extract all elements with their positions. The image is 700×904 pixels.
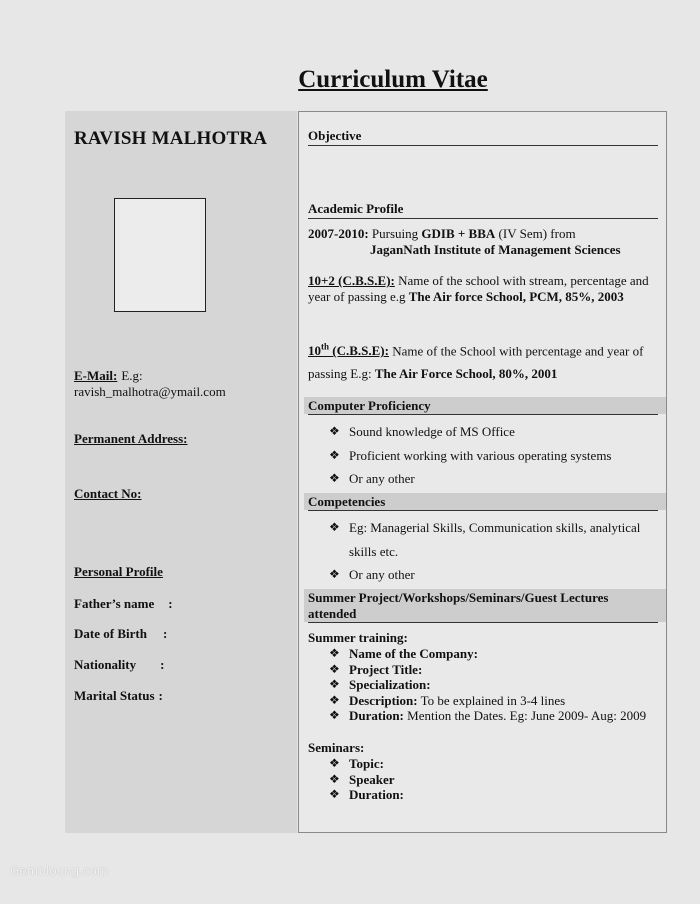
- marital-status-label: Marital Status :: [74, 688, 163, 703]
- diamond-bullet-icon: ❖: [329, 661, 340, 676]
- list-item: ❖ Eg: Managerial Skills, Communication skills, analytical skills etc.: [329, 516, 659, 563]
- list-item: ❖ Name of the Company:: [329, 646, 478, 661]
- list-item: ❖ Project Title:: [329, 661, 423, 677]
- list-item: ❖ Duration:: [329, 787, 404, 802]
- email-block: [74, 368, 226, 400]
- academic-entry-3: 10th (C.B.S.E): Name of the School with percentage and year of passing E.g: The Air Force School, 80%, 2001: [308, 342, 644, 382]
- list-item: ❖ Or any other: [329, 467, 659, 491]
- computer-list: [329, 420, 659, 491]
- diamond-bullet-icon: ❖: [329, 447, 340, 462]
- list-item: ❖ Sound knowledge of MS Office: [329, 420, 659, 444]
- dob-label: Date of Birth :: [74, 626, 168, 641]
- list-item: ❖ Topic:: [329, 756, 384, 771]
- summer-training-label: Summer training:: [308, 630, 408, 645]
- summer-rule: [308, 622, 658, 623]
- competencies-heading: Competencies: [308, 494, 386, 509]
- email-label: E-Mail:: [74, 368, 118, 383]
- watermark: Gembloong.com: [10, 864, 109, 878]
- list-item: ❖ Proficient working with various operating systems: [329, 444, 659, 468]
- computer-rule: [308, 414, 658, 415]
- seminars-list: [329, 756, 649, 803]
- academic-entry-1: 2007-2010: Pursuing GDIB + BBA (IV Sem) from JaganNath Institute of Management Sciences: [308, 226, 621, 257]
- fathers-name-label: Father’s name :: [74, 596, 173, 611]
- seminars-label: Seminars:: [308, 740, 365, 755]
- academic-entry-2: 10+2 (C.B.S.E): Name of the school with stream, percentage and year of passing e.g The Air force School, PCM, 85%, 2003: [308, 273, 649, 304]
- list-item: ❖ Description: To be explained in 3-4 lines: [329, 692, 566, 708]
- photo-placeholder: [114, 198, 206, 312]
- objective-rule: [308, 145, 658, 146]
- summer-training-list: [329, 646, 649, 724]
- candidate-name: RAVISH MALHOTRA: [74, 128, 268, 149]
- list-item: ❖ Duration: Mention the Dates. Eg: June 2009- Aug: 2009: [329, 708, 647, 723]
- competencies-list: [329, 516, 659, 587]
- page-title: Curriculum Vitae: [298, 66, 488, 93]
- diamond-bullet-icon: ❖: [329, 646, 340, 660]
- email-value: ravish_malhotra@ymail.com: [74, 384, 226, 399]
- summer-heading: Summer Project/Workshops/Seminars/Guest Lectures attended: [308, 590, 609, 621]
- personal-profile-label: Personal Profile: [74, 564, 163, 579]
- diamond-bullet-icon: ❖: [329, 756, 340, 770]
- objective-heading: Objective: [308, 128, 362, 143]
- nationality-label: Nationality :: [74, 657, 165, 672]
- list-item: ❖ Or any other: [329, 563, 659, 587]
- diamond-bullet-icon: ❖: [329, 677, 340, 691]
- competencies-rule: [308, 510, 658, 511]
- diamond-bullet-icon: ❖: [329, 692, 340, 707]
- permanent-address-label: Permanent Address:: [74, 431, 188, 446]
- diamond-bullet-icon: ❖: [329, 771, 340, 786]
- list-item: ❖ Speaker: [329, 771, 395, 787]
- diamond-bullet-icon: ❖: [329, 567, 340, 581]
- diamond-bullet-icon: ❖: [329, 424, 340, 438]
- diamond-bullet-icon: ❖: [329, 471, 340, 485]
- diamond-bullet-icon: ❖: [329, 787, 340, 801]
- academic-heading: Academic Profile: [308, 201, 404, 216]
- computer-heading: Computer Proficiency: [308, 398, 431, 413]
- contact-no-label: Contact No:: [74, 486, 142, 501]
- list-item: ❖ Specialization:: [329, 677, 431, 692]
- diamond-bullet-icon: ❖: [329, 708, 340, 722]
- academic-rule: [308, 218, 658, 219]
- diamond-bullet-icon: ❖: [329, 520, 340, 534]
- email-prefix: E.g:: [121, 368, 143, 383]
